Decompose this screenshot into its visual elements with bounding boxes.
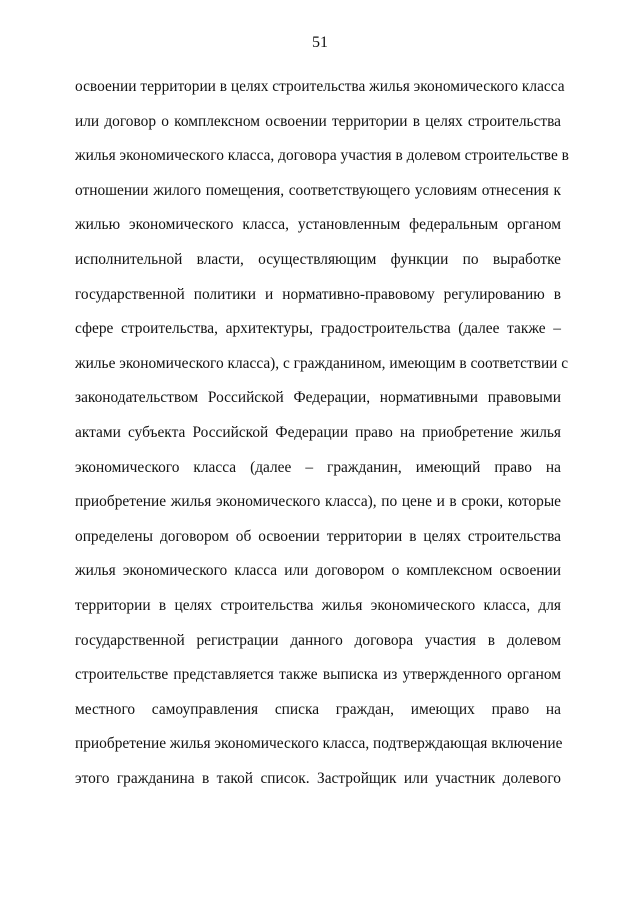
text-line: актами субъекта Российской Федерации право на приобретение жилья [75,423,561,441]
text-line: приобретение жилья экономического класса, подтверждающая включение [75,735,563,753]
text-line: местного самоуправления списка граждан, имеющих право на [75,700,561,718]
text-line: законодательством Российской Федерации, нормативными правовыми [75,389,561,407]
text-line: жилье экономического класса), с гражданином, имеющим в соответствии с [75,354,569,372]
text-line: экономического класса (далее – гражданин, имеющий право на [75,458,561,476]
text-line: территории в целях строительства жилья экономического класса, для [75,596,561,614]
text-line: отношении жилого помещения, соответствующего условиям отнесения к [75,181,561,199]
text-line: строительстве представляется также выписка из утвержденного органом [75,666,561,684]
body-text [75,70,569,796]
text-line: или договор о комплексном освоении территории в целях строительства [75,112,561,130]
text-line: исполнительной власти, осуществляющим функции по выработке [75,250,561,268]
text-line: жилья экономического класса, договора участия в долевом строительстве в [75,147,569,165]
text-line: освоении территории в целях строительства жилья экономического класса [75,78,565,95]
text-line: жилью экономического класса, установленным федеральным органом [75,216,561,234]
text-line: жилья экономического класса или договором о комплексном освоении [75,562,561,580]
text-line: государственной политики и нормативно-правовому регулированию в [75,285,561,303]
text-line: сфере строительства, архитектуры, градостроительства (далее также – [75,320,561,338]
text-line: государственной регистрации данного договора участия в долевом [75,631,561,649]
text-line: приобретение жилья экономического класса), по цене и в сроки, которые [75,493,561,511]
text-line: определены договором об освоении территории в целях строительства [75,527,561,545]
page-number: 51 [312,34,328,51]
text-line: этого гражданина в такой список. Застройщик или участник долевого [75,769,561,787]
